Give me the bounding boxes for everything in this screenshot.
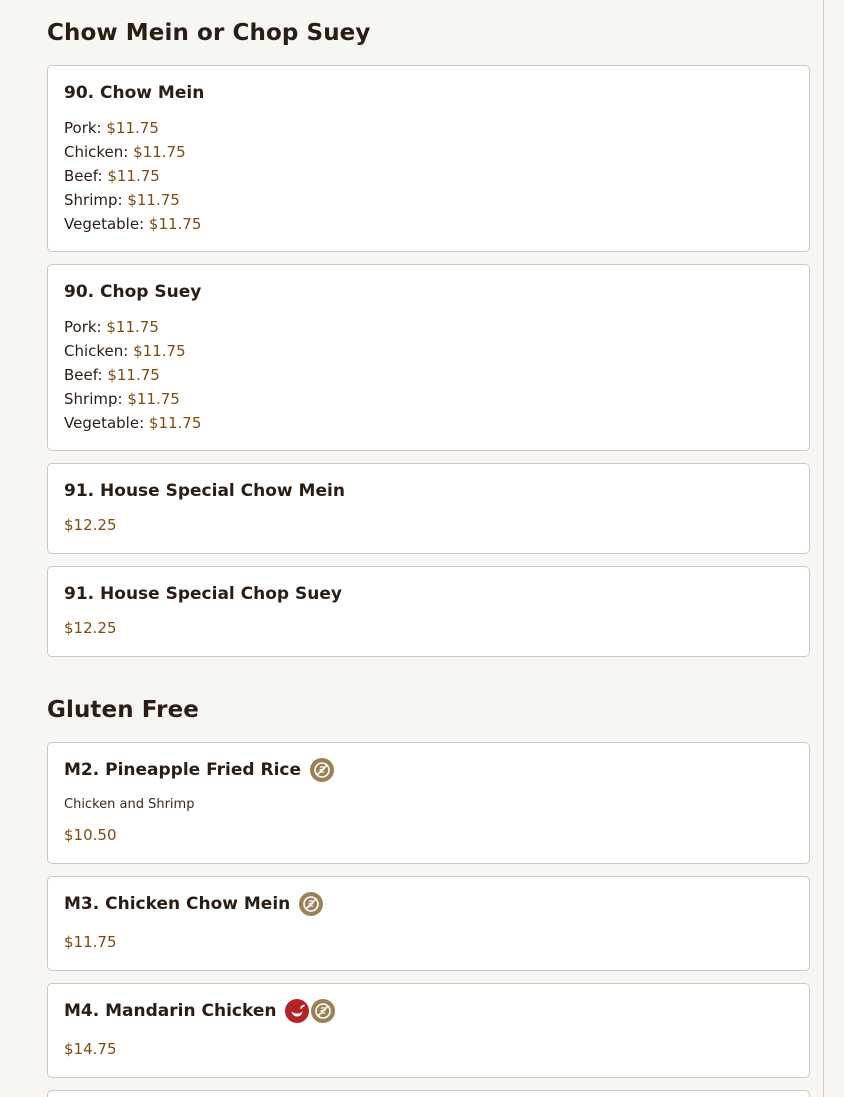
item-name: M3. Chicken Chow Mein — [64, 894, 291, 914]
price-option — [64, 164, 793, 188]
price-option — [64, 116, 793, 140]
item-name: 90. Chow Mein — [64, 83, 205, 103]
item-price: $14.75 — [64, 1040, 117, 1058]
scroll-edge-divider — [823, 0, 824, 1097]
gluten-free-icon — [311, 999, 335, 1023]
spicy-pepper-icon — [285, 999, 309, 1023]
item-description: Chicken and Shrimp — [64, 797, 195, 812]
dietary-icons — [310, 758, 334, 782]
price-option — [64, 387, 793, 411]
option-label: Vegetable: — [64, 414, 145, 432]
option-label: Vegetable: — [64, 215, 145, 233]
menu-item-card[interactable] — [47, 1090, 810, 1097]
item-name: 90. Chop Suey — [64, 282, 202, 302]
gluten-free-icon — [310, 758, 334, 782]
option-price: $11.75 — [148, 215, 202, 233]
price-option — [64, 140, 793, 164]
option-label: Chicken: — [64, 143, 129, 161]
option-label: Beef: — [64, 167, 103, 185]
gluten-free-icon — [299, 892, 323, 916]
price-option — [64, 315, 793, 339]
dietary-icons — [299, 892, 323, 916]
menu-item-card[interactable] — [47, 983, 810, 1078]
menu-item-card[interactable] — [47, 65, 810, 252]
option-label: Beef: — [64, 366, 103, 384]
item-price: $12.25 — [64, 516, 117, 534]
option-price: $11.75 — [133, 342, 186, 360]
option-price: $11.75 — [107, 366, 160, 384]
price-option — [64, 363, 793, 387]
item-name: 91. House Special Chop Suey — [64, 584, 342, 604]
section-title-chow-mein-chop-suey: Chow Mein or Chop Suey — [47, 20, 371, 46]
price-options-list — [64, 116, 793, 236]
menu-item-card[interactable] — [47, 264, 810, 451]
option-label: Pork: — [64, 119, 102, 137]
option-price: $11.75 — [106, 119, 159, 137]
option-price: $11.75 — [127, 390, 180, 408]
option-label: Pork: — [64, 318, 102, 336]
menu-item-card[interactable] — [47, 742, 810, 864]
item-name: 91. House Special Chow Mein — [64, 481, 345, 501]
menu-item-card[interactable] — [47, 876, 810, 971]
price-option — [64, 212, 793, 236]
option-price: $11.75 — [133, 143, 186, 161]
item-name: M2. Pineapple Fried Rice — [64, 760, 302, 780]
option-label: Shrimp: — [64, 390, 123, 408]
option-price: $11.75 — [148, 414, 202, 432]
item-price: $12.25 — [64, 619, 117, 637]
option-price: $11.75 — [107, 167, 160, 185]
price-option — [64, 411, 793, 435]
dietary-icons — [285, 999, 335, 1023]
item-price: $11.75 — [64, 933, 117, 951]
item-name: M4. Mandarin Chicken — [64, 1001, 277, 1021]
section-title-gluten-free: Gluten Free — [47, 697, 199, 723]
option-label: Shrimp: — [64, 191, 123, 209]
price-option — [64, 188, 793, 212]
price-option — [64, 339, 793, 363]
menu-item-card[interactable] — [47, 463, 810, 554]
item-price: $10.50 — [64, 826, 117, 844]
menu-item-card[interactable] — [47, 566, 810, 657]
price-options-list — [64, 315, 793, 435]
option-price: $11.75 — [127, 191, 180, 209]
option-price: $11.75 — [106, 318, 159, 336]
option-label: Chicken: — [64, 342, 129, 360]
